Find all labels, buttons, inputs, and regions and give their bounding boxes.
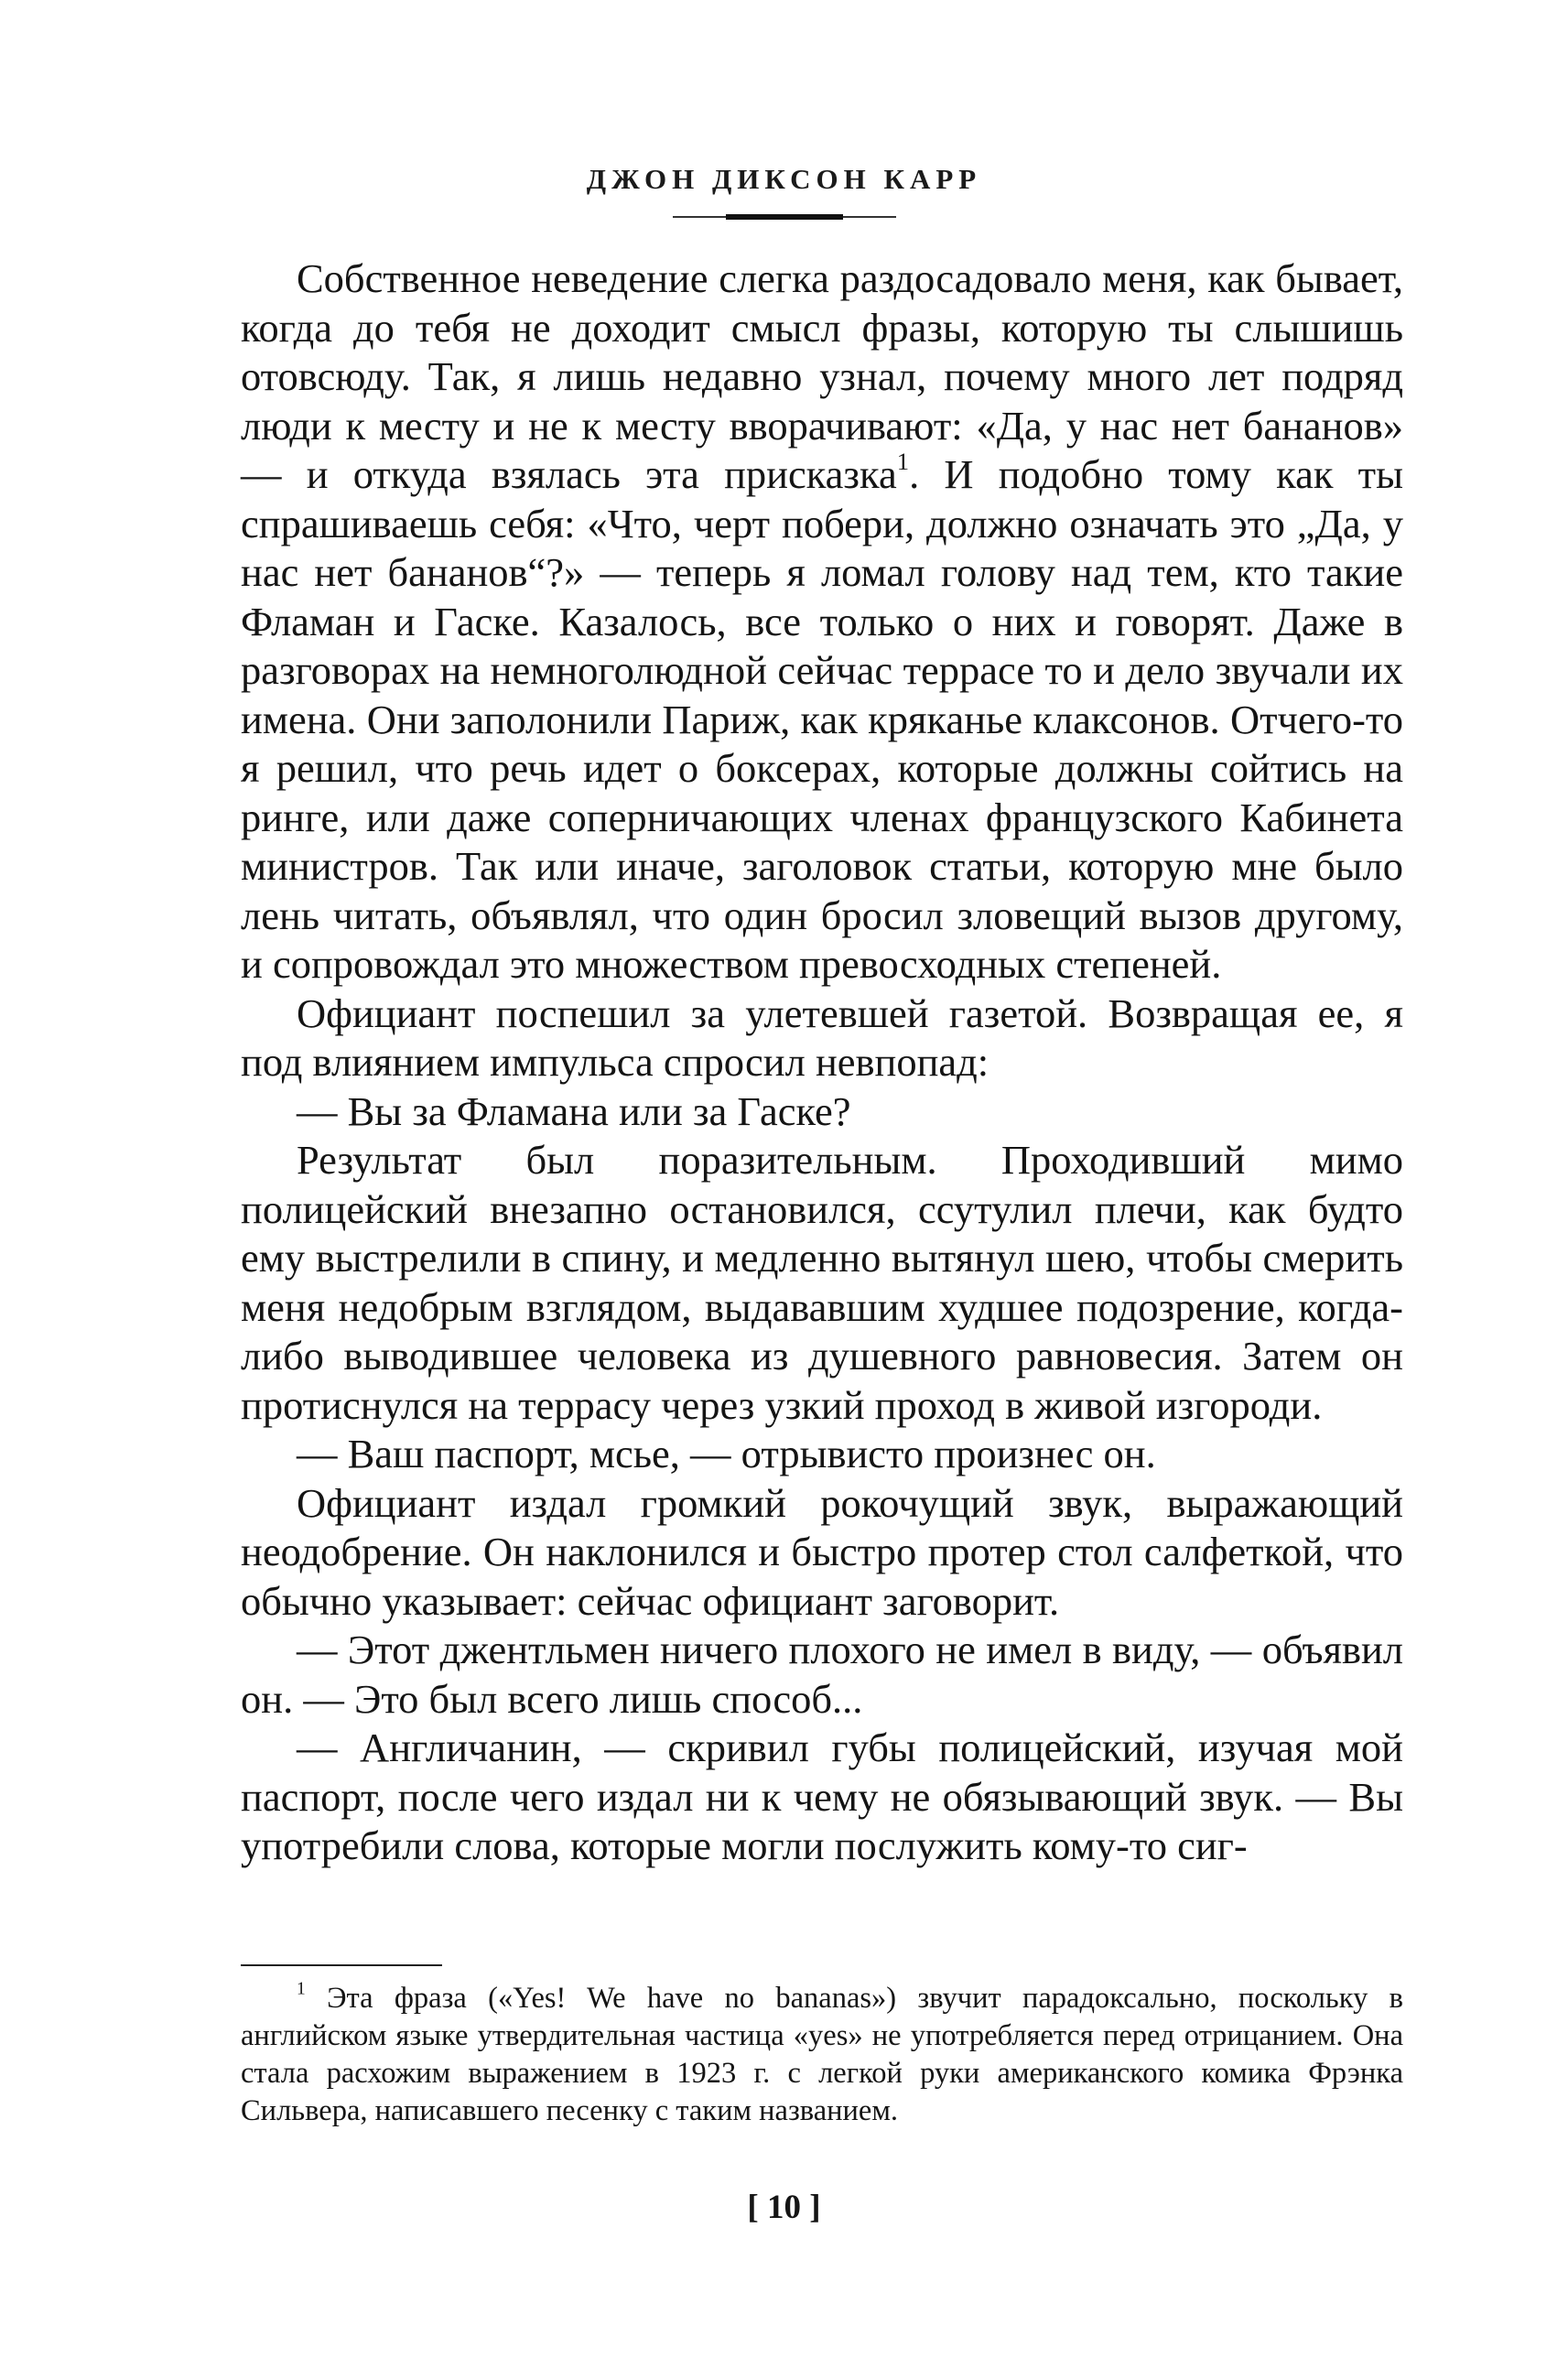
paragraph: Официант издал громкий рокочущий звук, выражающий неодобрение. Он наклонился и быстро протер стол салфеткой, что обычно указывает: сейчас официант заговорит. <box>241 1479 1403 1624</box>
paragraph-text: Собственное неведение слегка раздосадовало меня, как бывает, когда до тебя не доходит смысл фразы, которую ты слышишь отовсюду. Так, я лишь недавно узнал, почему много лет подряд люди к месту и не к месту вворачивают: «Да, у нас нет бананов» — и откуда взялась эта присказка <box>241 255 1403 497</box>
dialogue-line: — Англичанин, — скривил губы полицейский, изучая мой паспорт, после чего издал ни к чему не обязывающий звук. — Вы употребили слова, которые могли послужить кому-то сиг- <box>241 1725 1403 1868</box>
page-number: [ 10 ] <box>747 2189 821 2226</box>
dialogue-line: — Вы за Фламана или за Гаске? <box>297 1087 851 1134</box>
footnote-reference[interactable]: 1 <box>896 447 910 475</box>
body-text <box>241 254 1403 1871</box>
running-header: ДЖОН ДИКСОН КАРР <box>586 163 982 195</box>
paragraph <box>241 254 1403 989</box>
footnote <box>241 1980 1403 2130</box>
footnote-rule <box>241 1964 442 1966</box>
footnote-marker: 1 <box>297 1979 306 1999</box>
paragraph-text: . И подобно тому как ты спрашиваешь себя: «Что, черт побери, должно означать это „Да, у нас нет бананов“?» — теперь я ломал голову над тем, кто такие Фламан и Гаске. Казалось, все только о них и говорят. Даже в разговорах на немноголюдной сейчас террасе то и дело звучали их имена. Они заполонили Париж, как кряканье клаксонов. Отчего-то я решил, что речь идет о боксерах, которые должны сойтись на ринге, или даже соперничающих членах французского Кабинета министров. Так или иначе, заголовок статьи, которую мне было лень читать, объявлял, что один бросил зловещий вызов другому, и сопровождал это множеством превосходных степеней. <box>241 451 1403 987</box>
dialogue-line: — Этот джентльмен ничего плохого не имел в виду, — объявил он. — Это был всего лишь способ... <box>241 1627 1403 1722</box>
dialogue-line: — Ваш паспорт, мсье, — отрывисто произнес он. <box>297 1431 1156 1476</box>
paragraph: Результат был поразительным. Проходивший мимо полицейский внезапно остановился, ссутулил плечи, как будто ему выстрелили в спину, и медленно вытянул шею, чтобы смерить меня недобрым взглядом, выдававшим худшее подозрение, когда-либо выводившее человека из душевного равновесия. Затем он протиснулся на террасу через узкий проход в живой изгороди. <box>241 1137 1403 1428</box>
header-rule-accent <box>726 214 843 220</box>
paragraph: Официант поспешил за улетевшей газетой. Возвращая ее, я под влиянием импульса спросил невпопад: <box>241 989 1403 1085</box>
footnote-text: Эта фраза («Yes! We have no bananas») звучит парадоксально, поскольку в английском языке утвердительная частица «yes» не употребляется перед отрицанием. Она стала расхожим выражением в 1923 г. с легкой руки американского комика Фрэнка Сильвера, написавшего песенку с таким названием. <box>241 1982 1403 2127</box>
